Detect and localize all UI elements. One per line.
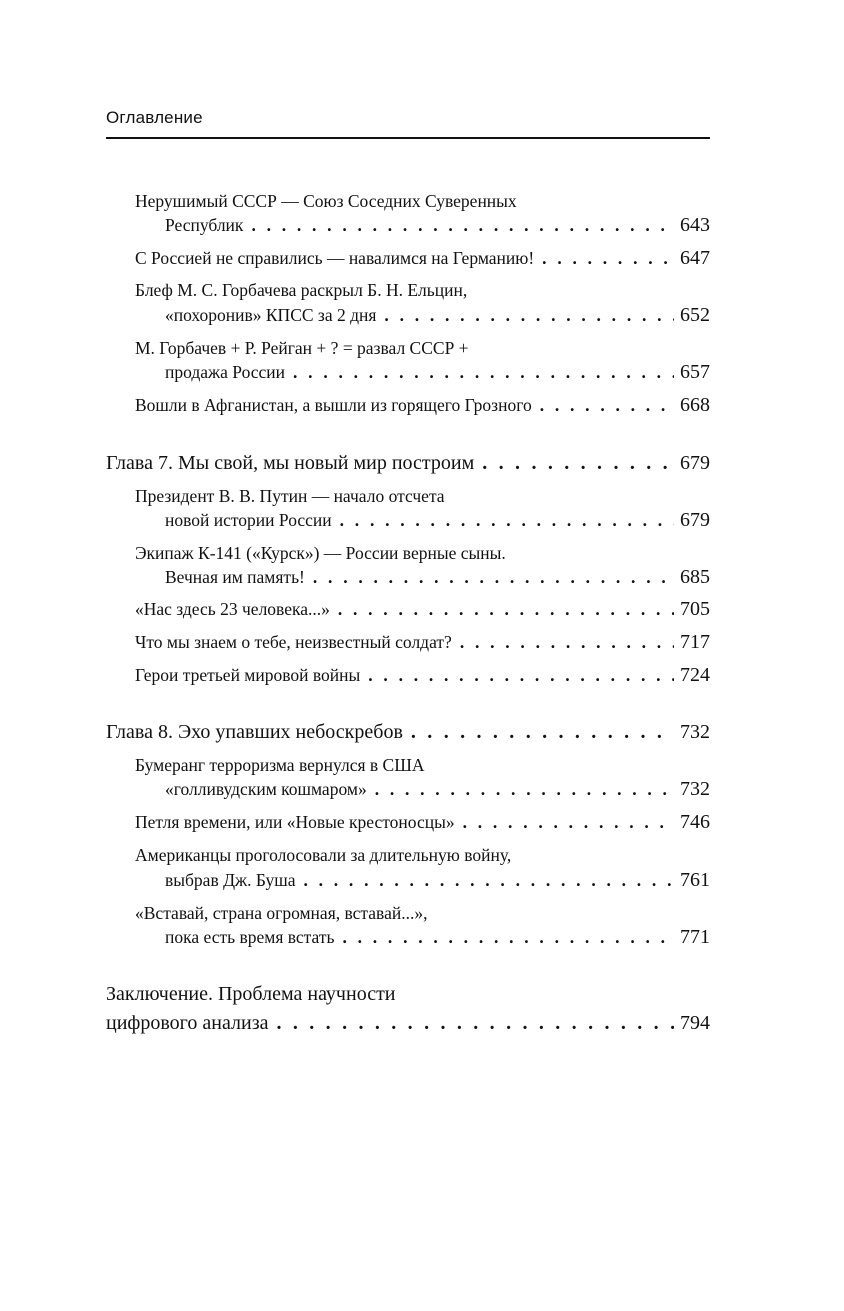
entry-title: Герои третьей мировой войны bbox=[135, 665, 361, 685]
page-number: 657 bbox=[680, 361, 710, 383]
page-number: 652 bbox=[680, 304, 710, 326]
page-number: 717 bbox=[680, 631, 710, 653]
chapter-title: Глава 8. Эхо упавших небоскребов bbox=[106, 721, 403, 743]
entry-title-cont: новой истории России bbox=[165, 510, 332, 530]
dot-leader bbox=[313, 567, 674, 588]
header-rule bbox=[106, 137, 710, 139]
dot-leader bbox=[542, 248, 674, 269]
page-number: 794 bbox=[680, 1012, 710, 1034]
entry-title: «Нас здесь 23 человека...» bbox=[135, 599, 330, 619]
dot-leader bbox=[384, 305, 674, 326]
page-number: 679 bbox=[680, 452, 710, 474]
entry-title: Американцы проголосовали за длительную войну, bbox=[135, 845, 512, 865]
dot-leader bbox=[251, 215, 674, 236]
entry-title: Петля времени, или «Новые крестоносцы» bbox=[135, 812, 455, 832]
entry-title: Вошли в Афганистан, а вышли из горящего Грозного bbox=[135, 395, 532, 415]
page-number: 771 bbox=[680, 926, 710, 948]
dot-leader bbox=[375, 779, 674, 800]
dot-leader bbox=[276, 1012, 674, 1035]
page-number: 685 bbox=[680, 566, 710, 588]
entry-title-cont: «похоронив» КПСС за 2 дня bbox=[165, 305, 377, 325]
page-number: 732 bbox=[680, 721, 710, 743]
page-number: 732 bbox=[680, 778, 710, 800]
entry-title: С Россией не справились — навалимся на Германию! bbox=[135, 248, 535, 268]
entry-title: Блеф М. С. Горбачева раскрыл Б. Н. Ельцин, bbox=[135, 280, 468, 300]
page-number: 746 bbox=[680, 811, 710, 833]
entry-title-cont: выбрав Дж. Буша bbox=[165, 870, 296, 890]
entry-title: М. Горбачев + Р. Рейган + ? = развал СССР + bbox=[135, 338, 469, 358]
dot-leader bbox=[293, 362, 674, 383]
page-number: 647 bbox=[680, 247, 710, 269]
page-number: 724 bbox=[680, 664, 710, 686]
dot-leader bbox=[342, 927, 674, 948]
dot-leader bbox=[303, 870, 674, 891]
dot-leader bbox=[482, 452, 674, 475]
chapter-title: Глава 7. Мы свой, мы новый мир построим bbox=[106, 452, 475, 474]
entry-title: Экипаж К-141 («Курск») — России верные сыны. bbox=[135, 543, 506, 563]
entry-title-cont: пока есть время встать bbox=[165, 927, 335, 947]
dot-leader bbox=[368, 665, 674, 686]
entry-title-cont: «голливудским кошмаром» bbox=[165, 779, 367, 799]
page-number: 668 bbox=[680, 394, 710, 416]
entry-title-cont: Республик bbox=[165, 215, 244, 235]
entry-title: Бумеранг терроризма вернулся в США bbox=[135, 755, 425, 775]
page-number: 679 bbox=[680, 509, 710, 531]
conclusion-title-cont: цифрового анализа bbox=[106, 1012, 269, 1034]
entry-title: Президент В. В. Путин — начало отсчета bbox=[135, 486, 445, 506]
dot-leader bbox=[411, 721, 674, 744]
entry-title: Что мы знаем о тебе, неизвестный солдат? bbox=[135, 632, 452, 652]
dot-leader bbox=[540, 395, 674, 416]
dot-leader bbox=[460, 632, 674, 653]
page-number: 761 bbox=[680, 869, 710, 891]
conclusion-title: Заключение. Проблема научности bbox=[106, 983, 396, 1005]
page-number: 643 bbox=[680, 214, 710, 236]
entry-title-cont: продажа России bbox=[165, 362, 286, 382]
entry-title-cont: Вечная им память! bbox=[165, 567, 305, 587]
entry-title: «Вставай, страна огромная, вставай...», bbox=[135, 903, 428, 923]
dot-leader bbox=[338, 599, 674, 620]
entry-title: Нерушимый СССР — Союз Соседних Суверенных bbox=[135, 191, 517, 211]
running-header: Оглавление bbox=[106, 108, 203, 127]
dot-leader bbox=[340, 510, 674, 531]
page-number: 705 bbox=[680, 598, 710, 620]
dot-leader bbox=[463, 812, 674, 833]
